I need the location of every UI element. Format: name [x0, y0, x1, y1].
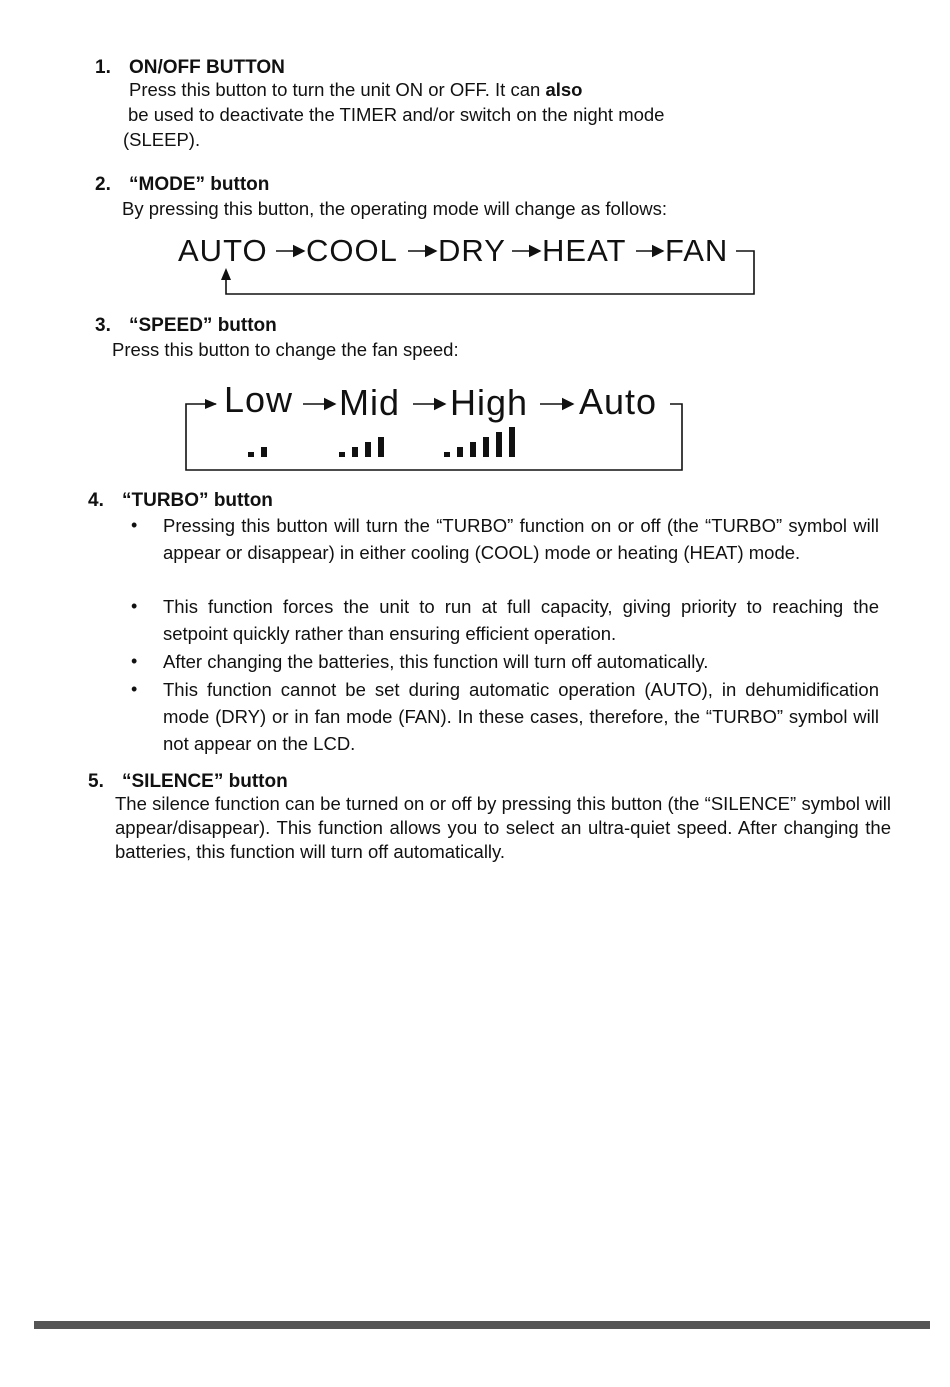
speed-bars-high: [444, 427, 515, 457]
mode-auto: AUTO: [178, 233, 268, 268]
signal-bar: [483, 437, 489, 457]
mode-dry: DRY: [438, 233, 506, 268]
mode-cool: COOL: [306, 233, 398, 268]
turbo-bullet-4: This function cannot be set during automatic operation (AUTO), in dehumidification mode (DRY) or in fan mode (FAN). In these cases, therefore, the “TURBO” symbol will not appear on the LCD.: [163, 679, 879, 754]
signal-bar: [261, 447, 267, 457]
mode-heat: HEAT: [542, 233, 627, 268]
signal-bar: [470, 442, 476, 457]
bullet-marker: •: [131, 679, 138, 699]
speed-bars-mid: [339, 437, 384, 457]
section-2-line-1: By pressing this button, the operating mode will change as follows:: [122, 198, 668, 219]
section-5-title: [88, 771, 288, 793]
turbo-bullet-2: This function forces the unit to run at full capacity, giving priority to reaching the setpoint quickly rather than ensuring efficient operation.: [163, 596, 879, 644]
signal-bar: [444, 452, 450, 457]
turbo-bullet-3: After changing the batteries, this function will turn off automatically.: [163, 651, 709, 672]
bullet-marker: •: [131, 596, 138, 616]
section-1-line-3: (SLEEP).: [123, 129, 201, 150]
signal-bar: [352, 447, 358, 457]
signal-bar: [248, 452, 254, 457]
speed-cycle-graphics: [0, 0, 950, 480]
signal-bar: [339, 452, 345, 457]
speed-auto: Auto: [579, 381, 658, 422]
section-1-line-2: be used to deactivate the TIMER and/or switch on the night mode: [128, 104, 665, 125]
signal-bar: [457, 447, 463, 457]
speed-loop-frame: [186, 404, 682, 470]
section-number: 5.: [88, 771, 104, 792]
bullet-marker: •: [131, 651, 138, 671]
section-heading: ON/OFF BUTTON: [129, 57, 285, 78]
section-number: 2.: [95, 174, 111, 195]
section-heading: “SILENCE” button: [122, 771, 288, 792]
mode-fan: FAN: [665, 233, 729, 268]
section-heading: “TURBO” button: [122, 490, 273, 511]
line-text: Press this button to turn the unit ON or OFF. It can: [129, 79, 546, 100]
signal-bar: [365, 442, 371, 457]
section-number: 4.: [88, 490, 104, 511]
section-heading: “SPEED” button: [129, 315, 277, 336]
turbo-bullet-1: Pressing this button will turn the “TURBO” function on or off (the “TURBO” symbol will appear or disappear) in either cooling (COOL) mode or heating (HEAT) mode.: [163, 515, 879, 563]
signal-bar: [378, 437, 384, 457]
section-number: 3.: [95, 315, 111, 336]
speed-low: Low: [224, 379, 294, 420]
bullet-marker: •: [131, 515, 138, 535]
footer-rule: [34, 1321, 930, 1329]
speed-mid: Mid: [339, 382, 401, 423]
line-bold-text: also: [545, 79, 583, 100]
section-heading: “MODE” button: [129, 174, 270, 195]
section-4-title: [88, 490, 273, 512]
signal-bar: [496, 432, 502, 457]
speed-bars-low: [248, 447, 267, 457]
section-number: 1.: [95, 57, 111, 78]
signal-bar: [509, 427, 515, 457]
silence-paragraph: The silence function can be turned on or off by pressing this button (the “SILENCE” symbol will appear/disappear). This function allows you to select an ultra-quiet speed. After changing the batteries, this function will turn off automatically.: [115, 793, 891, 862]
speed-high: High: [450, 382, 529, 423]
section-3-line-1: Press this button to change the fan speed:: [112, 339, 459, 360]
speed-loop-entry-arrow-head: [205, 399, 217, 409]
